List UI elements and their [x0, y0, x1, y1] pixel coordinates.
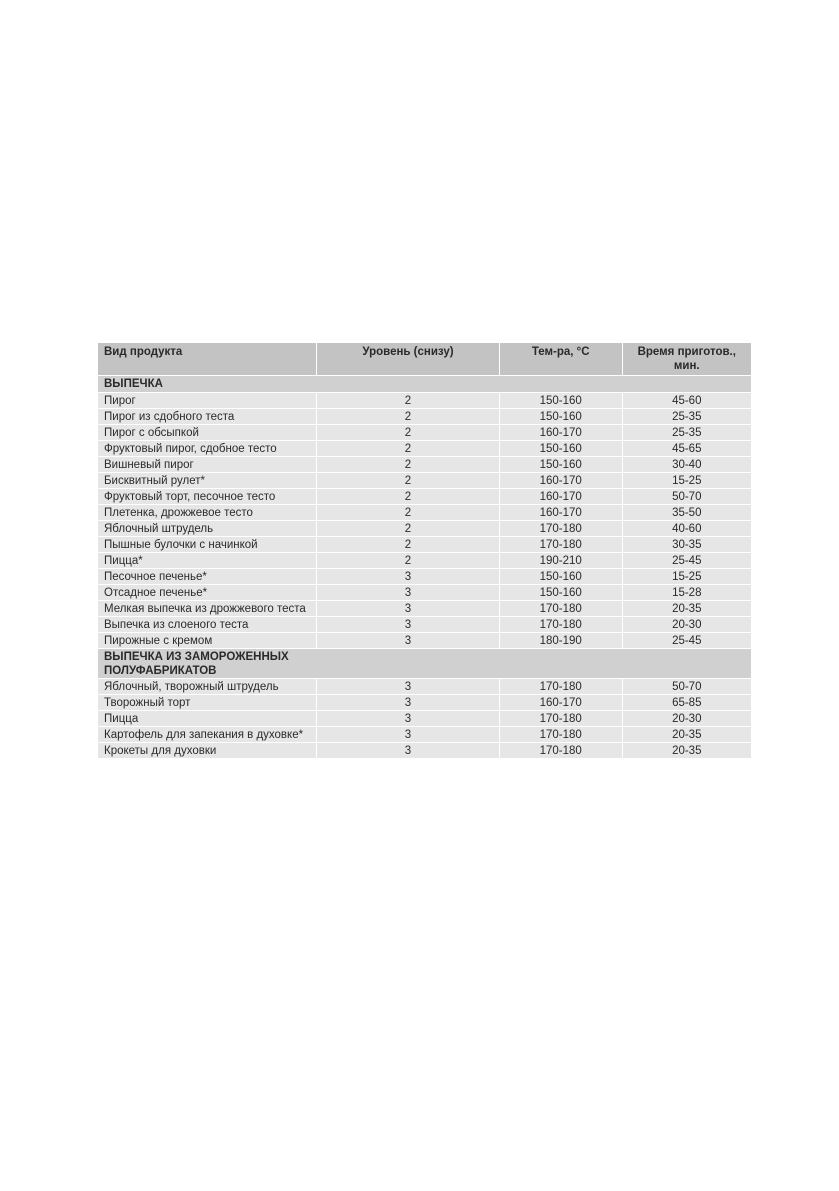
cell-time: 20-35 [622, 601, 751, 617]
cell-level: 2 [317, 473, 500, 489]
cell-product: Крокеты для духовки [98, 743, 317, 759]
table-row [98, 393, 751, 409]
cell-product: Яблочный штрудель [98, 521, 317, 537]
header-temperature: Тем-ра, °С [499, 343, 622, 376]
cell-time: 50-70 [622, 489, 751, 505]
cell-time: 40-60 [622, 521, 751, 537]
cell-time: 15-25 [622, 473, 751, 489]
section-title: ВЫПЕЧКА ИЗ ЗАМОРОЖЕННЫХ ПОЛУФАБРИКАТОВ [98, 649, 751, 679]
cell-temperature: 160-170 [499, 505, 622, 521]
header-product: Вид продукта [98, 343, 317, 376]
cell-level: 3 [317, 695, 500, 711]
cell-temperature: 150-160 [499, 409, 622, 425]
cell-temperature: 150-160 [499, 569, 622, 585]
cell-temperature: 160-170 [499, 425, 622, 441]
cell-temperature: 170-180 [499, 727, 622, 743]
cell-temperature: 170-180 [499, 743, 622, 759]
cell-product: Пирог с обсыпкой [98, 425, 317, 441]
cell-time: 20-35 [622, 743, 751, 759]
cell-level: 3 [317, 679, 500, 695]
cell-temperature: 170-180 [499, 521, 622, 537]
cell-temperature: 170-180 [499, 537, 622, 553]
cell-level: 2 [317, 553, 500, 569]
cell-level: 2 [317, 537, 500, 553]
cell-level: 2 [317, 409, 500, 425]
table-row [98, 617, 751, 633]
table-header-row [98, 343, 751, 376]
table-row [98, 441, 751, 457]
table-row [98, 457, 751, 473]
cell-time: 25-45 [622, 553, 751, 569]
cell-time: 20-30 [622, 617, 751, 633]
section-row [98, 376, 751, 393]
cell-level: 3 [317, 743, 500, 759]
cell-time: 25-35 [622, 425, 751, 441]
cell-time: 65-85 [622, 695, 751, 711]
table-row [98, 601, 751, 617]
cell-level: 2 [317, 393, 500, 409]
cell-time: 35-50 [622, 505, 751, 521]
cell-product: Пицца* [98, 553, 317, 569]
cell-time: 15-25 [622, 569, 751, 585]
section-title: ВЫПЕЧКА [98, 376, 751, 393]
cell-product: Песочное печенье* [98, 569, 317, 585]
cell-level: 3 [317, 727, 500, 743]
cell-level: 3 [317, 585, 500, 601]
cell-level: 2 [317, 425, 500, 441]
cell-temperature: 170-180 [499, 601, 622, 617]
cell-level: 3 [317, 569, 500, 585]
cell-time: 15-28 [622, 585, 751, 601]
cell-time: 20-35 [622, 727, 751, 743]
table-row [98, 409, 751, 425]
table-row [98, 537, 751, 553]
cell-product: Пицца [98, 711, 317, 727]
cell-temperature: 180-190 [499, 633, 622, 649]
cell-level: 3 [317, 633, 500, 649]
cell-time: 45-65 [622, 441, 751, 457]
cell-temperature: 150-160 [499, 393, 622, 409]
table-row [98, 585, 751, 601]
cell-level: 3 [317, 711, 500, 727]
cell-product: Вишневый пирог [98, 457, 317, 473]
table-row [98, 505, 751, 521]
cell-product: Пирог [98, 393, 317, 409]
table-body [98, 376, 751, 759]
cell-time: 45-60 [622, 393, 751, 409]
table-row [98, 489, 751, 505]
cell-product: Бисквитный рулет* [98, 473, 317, 489]
cell-temperature: 170-180 [499, 617, 622, 633]
cell-temperature: 150-160 [499, 441, 622, 457]
cell-time: 25-35 [622, 409, 751, 425]
cell-level: 3 [317, 601, 500, 617]
table-row [98, 633, 751, 649]
cell-time: 25-45 [622, 633, 751, 649]
cell-product: Мелкая выпечка из дрожжевого теста [98, 601, 317, 617]
baking-table [98, 343, 751, 759]
table-row [98, 521, 751, 537]
cell-product: Пышные булочки с начинкой [98, 537, 317, 553]
cell-time: 50-70 [622, 679, 751, 695]
cell-temperature: 160-170 [499, 489, 622, 505]
cell-product: Яблочный, творожный штрудель [98, 679, 317, 695]
cell-level: 2 [317, 457, 500, 473]
cell-temperature: 170-180 [499, 711, 622, 727]
cell-temperature: 150-160 [499, 457, 622, 473]
cell-product: Пирог из сдобного теста [98, 409, 317, 425]
header-level: Уровень (снизу) [317, 343, 500, 376]
cell-product: Фруктовый пирог, сдобное тесто [98, 441, 317, 457]
cell-temperature: 190-210 [499, 553, 622, 569]
header-time: Время приготов., мин. [622, 343, 751, 376]
cell-product: Отсадное печенье* [98, 585, 317, 601]
cell-product: Творожный торт [98, 695, 317, 711]
cell-time: 30-40 [622, 457, 751, 473]
table-row [98, 553, 751, 569]
table-row [98, 425, 751, 441]
cell-time: 30-35 [622, 537, 751, 553]
cell-level: 2 [317, 441, 500, 457]
cell-product: Картофель для запекания в духовке* [98, 727, 317, 743]
cell-temperature: 150-160 [499, 585, 622, 601]
cell-temperature: 160-170 [499, 473, 622, 489]
table-row [98, 473, 751, 489]
cell-temperature: 160-170 [499, 695, 622, 711]
cell-time: 20-30 [622, 711, 751, 727]
cell-level: 2 [317, 521, 500, 537]
cell-level: 2 [317, 505, 500, 521]
table-row [98, 743, 751, 759]
table-row [98, 695, 751, 711]
cell-product: Выпечка из слоеного теста [98, 617, 317, 633]
cell-product: Плетенка, дрожжевое тесто [98, 505, 317, 521]
section-row [98, 649, 751, 679]
cell-product: Пирожные с кремом [98, 633, 317, 649]
table-row [98, 711, 751, 727]
cell-level: 2 [317, 489, 500, 505]
table-row [98, 569, 751, 585]
cell-product: Фруктовый торт, песочное тесто [98, 489, 317, 505]
cell-temperature: 170-180 [499, 679, 622, 695]
cell-level: 3 [317, 617, 500, 633]
table-row [98, 679, 751, 695]
table-row [98, 727, 751, 743]
